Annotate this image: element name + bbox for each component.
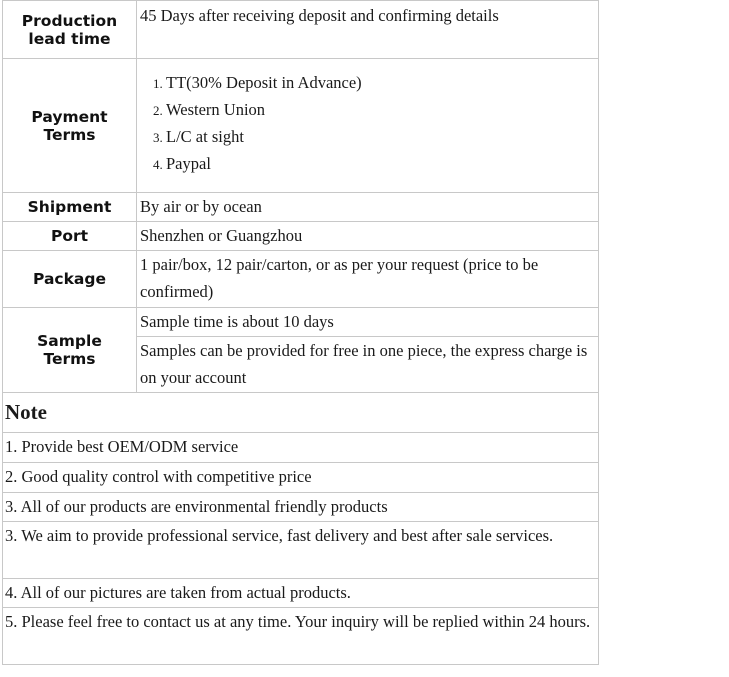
row-lead-time <box>3 1 599 59</box>
sample-time-value: Sample time is about 10 days <box>137 308 599 337</box>
row-port <box>3 222 599 251</box>
payment-term-item: 4. Paypal <box>166 150 595 177</box>
row-note-2 <box>3 463 599 493</box>
payment-terms-label-line1: Payment <box>31 107 108 126</box>
payment-term-item: 3. L/C at sight <box>166 123 595 150</box>
sample-terms-label <box>3 308 137 393</box>
row-note-heading <box>3 393 599 433</box>
row-note-5 <box>3 579 599 608</box>
row-note-1 <box>3 433 599 463</box>
note-item: 3. All of our products are environmental friendly products <box>3 493 599 522</box>
package-label: Package <box>3 251 137 308</box>
package-value: 1 pair/box, 12 pair/carton, or as per your request (price to be confirmed) <box>137 251 599 308</box>
payment-terms-label <box>3 59 137 193</box>
shipment-label: Shipment <box>3 193 137 222</box>
row-sample-time <box>3 308 599 337</box>
row-note-4 <box>3 522 599 579</box>
payment-terms-value <box>137 59 599 193</box>
sample-free-value: Samples can be provided for free in one piece, the express charge is on your account <box>137 337 599 393</box>
note-heading: Note <box>3 393 599 433</box>
note-item: 3. We aim to provide professional service, fast delivery and best after sale services. <box>3 522 599 579</box>
shipment-value: By air or by ocean <box>137 193 599 222</box>
note-item: 4. All of our pictures are taken from actual products. <box>3 579 599 608</box>
note-item: 1. Provide best OEM/ODM service <box>3 433 599 463</box>
row-package <box>3 251 599 308</box>
lead-time-label <box>3 1 137 59</box>
row-shipment <box>3 193 599 222</box>
row-note-3 <box>3 493 599 522</box>
row-payment-terms <box>3 59 599 193</box>
terms-table-container <box>2 0 598 665</box>
payment-term-item: 2. Western Union <box>166 96 595 123</box>
note-item: 5. Please feel free to contact us at any time. Your inquiry will be replied within 24 hours. <box>3 608 599 665</box>
payment-term-item: 1. TT(30% Deposit in Advance) <box>166 69 595 96</box>
sample-terms-label-line1: Sample <box>37 332 102 350</box>
payment-terms-label-line2: Terms <box>43 125 96 144</box>
lead-time-label-line2: lead time <box>28 29 111 48</box>
lead-time-label-line1: Production <box>21 11 118 30</box>
port-label: Port <box>3 222 137 251</box>
note-item: 2. Good quality control with competitive price <box>3 463 599 493</box>
port-value: Shenzhen or Guangzhou <box>137 222 599 251</box>
sample-terms-label-line2: Terms <box>43 350 96 368</box>
terms-table <box>2 0 599 665</box>
payment-terms-list <box>140 69 595 177</box>
lead-time-value: 45 Days after receiving deposit and confirming details <box>137 1 599 59</box>
row-note-6 <box>3 608 599 665</box>
